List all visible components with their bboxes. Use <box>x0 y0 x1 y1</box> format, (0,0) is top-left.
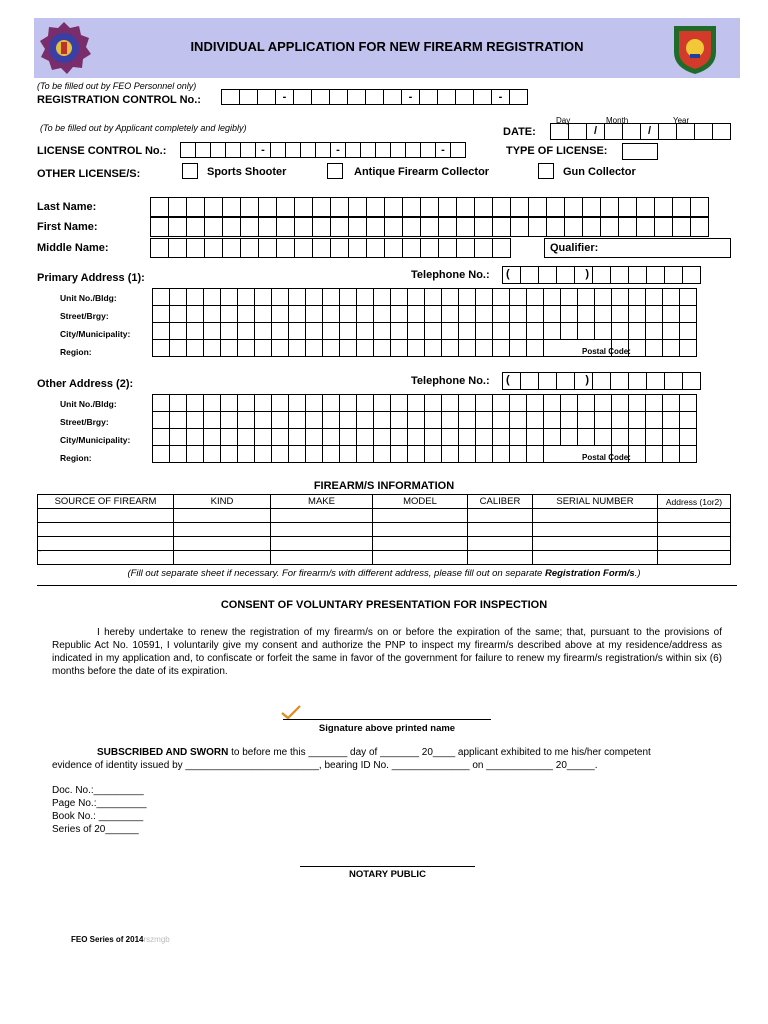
date-boxes[interactable] <box>550 123 730 140</box>
signature-label: Signature above printed name <box>318 723 456 734</box>
other-address-label: Other Address (2): <box>37 378 134 390</box>
firearms-table[interactable] <box>37 494 731 565</box>
street-label: Street/Brgy: <box>60 417 109 427</box>
date-day-label: Day <box>556 116 571 125</box>
dash: - <box>275 89 294 105</box>
license-control-label: LICENSE CONTROL No.: <box>37 145 167 157</box>
city-label: City/Municipality: <box>60 329 131 339</box>
middle-name-label: Middle Name: <box>37 242 109 254</box>
column-header: SERIAL NUMBER <box>533 495 658 509</box>
feo-note: (To be filled out by FEO Personnel only) <box>37 81 197 91</box>
street-label: Street/Brgy: <box>60 311 109 321</box>
antique-collector-label: Antique Firearm Collector <box>354 166 490 178</box>
other-postal-label: Postal Code: <box>582 453 631 462</box>
first-name-boxes[interactable] <box>150 217 708 237</box>
grid-row <box>153 395 697 412</box>
consent-title: CONSENT OF VOLUNTARY PRESENTATION FOR INSPECTION <box>220 599 548 611</box>
grid-row <box>153 412 697 429</box>
firearms-note <box>0 568 768 579</box>
book-no: Book No.: ________ <box>52 811 144 822</box>
note-end: .) <box>634 568 641 579</box>
dash: - <box>401 89 420 105</box>
grid-row <box>153 289 697 306</box>
table-header-row <box>38 495 731 509</box>
sworn-text: to before me this _______ day of _______ 20____ applicant exhibited to me his/her competent <box>228 747 651 758</box>
column-header: MODEL <box>373 495 468 509</box>
grid-row <box>153 306 697 323</box>
csg-seal-icon <box>668 22 722 76</box>
type-of-license-label: TYPE OF LICENSE: <box>506 145 608 157</box>
license-control-boxes[interactable] <box>180 142 465 158</box>
region-label: Region: <box>60 453 92 463</box>
table-row[interactable] <box>38 537 731 551</box>
other-telephone-boxes[interactable] <box>502 372 700 390</box>
note-bold: Registration Form/s <box>544 568 635 579</box>
table-row[interactable] <box>38 509 731 523</box>
primary-telephone-boxes[interactable] <box>502 266 700 284</box>
region-label: Region: <box>60 347 92 357</box>
notary-label: NOTARY PUBLIC <box>349 869 426 880</box>
footer-faint: rszmgb <box>143 935 170 944</box>
antique-collector-checkbox[interactable] <box>327 163 343 179</box>
grid-row <box>153 323 697 340</box>
other-telephone-label: Telephone No.: <box>411 375 490 387</box>
sports-shooter-checkbox[interactable] <box>182 163 198 179</box>
dash: - <box>330 142 346 158</box>
date-month-label: Month <box>606 116 629 125</box>
dash: - <box>491 89 510 105</box>
paren: ( <box>502 372 521 390</box>
signature-line <box>283 719 491 720</box>
paren: ) <box>574 372 593 390</box>
applicant-note: (To be filled out by Applicant completely and legibly) <box>40 123 247 133</box>
consent-body: I hereby undertake to renew the registration of my firearm/s on or before the expiration of the same; that, pursuant to the provisions of Republic Act No. 10591, I voluntarily give my consent and authorize the PNP to inspect my firearm/s described above at my residence/address as indicated in my application and, to confiscate or forfeit the same in favor of the government for failure to renew my firearm/s registration/s within six (6) months before the date of its expiration. <box>52 627 722 677</box>
date-sep: / <box>640 123 659 140</box>
paren: ( <box>502 266 521 284</box>
column-header: KIND <box>174 495 271 509</box>
page-no: Page No.:_________ <box>52 798 147 809</box>
registration-control-label: REGISTRATION CONTROL No.: <box>37 94 201 106</box>
middle-name-boxes[interactable] <box>150 238 510 258</box>
first-name-label: First Name: <box>37 221 98 233</box>
series-no: Series of 20______ <box>52 824 139 835</box>
registration-control-boxes[interactable] <box>221 89 527 105</box>
dash: - <box>435 142 451 158</box>
divider <box>37 585 737 586</box>
column-header: SOURCE OF FIREARM <box>38 495 174 509</box>
date-label: DATE: <box>503 126 536 138</box>
city-label: City/Municipality: <box>60 435 131 445</box>
sports-shooter-label: Sports Shooter <box>207 166 287 178</box>
header-banner <box>34 18 740 78</box>
primary-telephone-label: Telephone No.: <box>411 269 490 281</box>
gun-collector-checkbox[interactable] <box>538 163 554 179</box>
dash: - <box>255 142 271 158</box>
stray-mark: ` <box>38 551 174 565</box>
notary-line <box>300 866 475 867</box>
sworn-line-1 <box>52 746 722 759</box>
column-header: MAKE <box>271 495 373 509</box>
grid-row <box>153 429 697 446</box>
sworn-line-2: evidence of identity issued by ________________________, bearing ID No. ______________ on ____________ 20_____. <box>52 760 598 771</box>
footer <box>71 935 170 944</box>
qualifier-box[interactable] <box>544 238 731 258</box>
firearms-title: FIREARM/S INFORMATION <box>313 480 455 492</box>
pnp-seal-icon <box>36 20 92 76</box>
footer-main: FEO Series of 2014 <box>71 935 144 944</box>
date-sep: / <box>586 123 605 140</box>
checkmark-icon <box>280 704 302 720</box>
doc-no: Doc. No.:_________ <box>52 785 144 796</box>
date-year-label: Year <box>673 116 690 125</box>
unit-label: Unit No./Bldg: <box>60 399 117 409</box>
unit-label: Unit No./Bldg: <box>60 293 117 303</box>
column-header: CALIBER <box>468 495 533 509</box>
form-title: INDIVIDUAL APPLICATION FOR NEW FIREARM REGISTRATION <box>190 39 584 54</box>
paren: ) <box>574 266 593 284</box>
last-name-label: Last Name: <box>37 201 97 213</box>
table-row[interactable] <box>38 551 731 565</box>
primary-postal-label: Postal Code: <box>582 347 631 356</box>
sworn-bold: SUBSCRIBED AND SWORN <box>97 747 229 758</box>
last-name-boxes[interactable] <box>150 197 708 217</box>
note-start: (Fill out separate sheet if necessary. For firearm/s with different address, please fill out on separate <box>127 568 545 579</box>
qualifier-label: Qualifier: <box>550 242 599 254</box>
type-of-license-box[interactable] <box>622 143 658 160</box>
gun-collector-label: Gun Collector <box>563 166 636 178</box>
table-row[interactable] <box>38 523 731 537</box>
primary-address-label: Primary Address (1): <box>37 272 145 284</box>
column-header: Address (1or2) <box>658 495 731 509</box>
other-license-label: OTHER LICENSE/S: <box>37 168 141 180</box>
